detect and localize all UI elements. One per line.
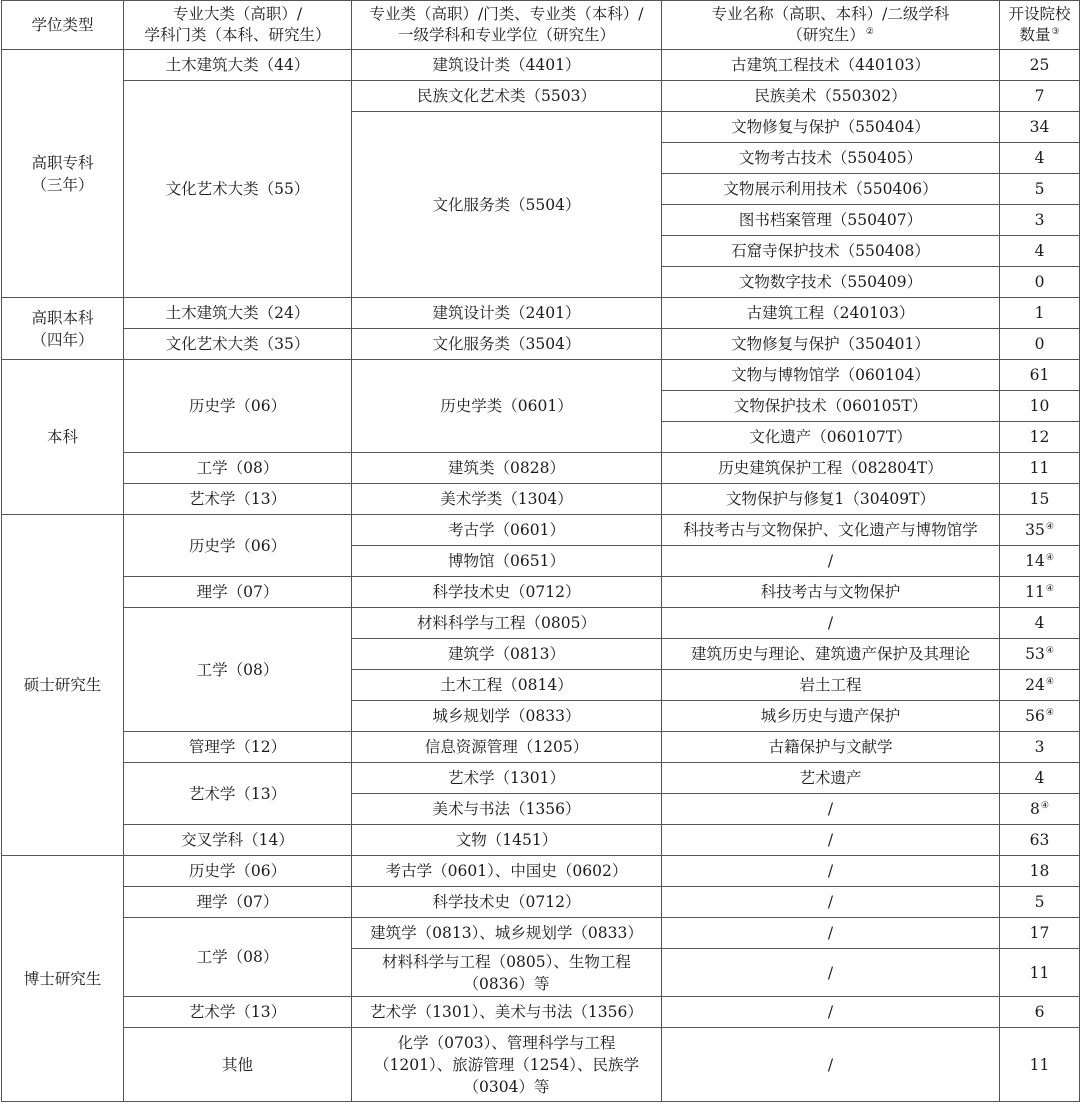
degree-type-cell: 硕士研究生 bbox=[2, 515, 124, 856]
subcategory-cell: 建筑设计类（4401） bbox=[352, 50, 662, 81]
major-cell: 城乡历史与遗产保护 bbox=[662, 701, 1000, 732]
count-cell: 1 bbox=[1000, 298, 1080, 329]
count-cell: 3 bbox=[1000, 732, 1080, 763]
category-cell: 工学（08） bbox=[124, 608, 352, 732]
subcategory-text: （1201）、旅游管理（1254）、民族学 bbox=[374, 1055, 639, 1074]
table-row bbox=[2, 856, 1080, 887]
table-row bbox=[2, 360, 1080, 391]
count-cell: 11 bbox=[1000, 1028, 1080, 1102]
major-cell: / bbox=[662, 608, 1000, 639]
major-cell: 文物与博物馆学（060104） bbox=[662, 360, 1000, 391]
category-cell: 理学（07） bbox=[124, 887, 352, 918]
category-cell: 历史学（06） bbox=[124, 515, 352, 577]
category-cell: 艺术学（13） bbox=[124, 997, 352, 1028]
footnote-mark: ④ bbox=[1045, 552, 1054, 563]
count-cell: 5 bbox=[1000, 887, 1080, 918]
count-cell bbox=[1000, 515, 1080, 546]
table-row bbox=[2, 577, 1080, 608]
major-cell: 艺术遗产 bbox=[662, 763, 1000, 794]
count-cell: 4 bbox=[1000, 608, 1080, 639]
degree-type-cell: 本科 bbox=[2, 360, 124, 515]
major-cell: 文物展示利用技术（550406） bbox=[662, 174, 1000, 205]
subcategory-cell: 建筑学（0813）、城乡规划学（0833） bbox=[352, 918, 662, 949]
count-value: 14 bbox=[1025, 552, 1045, 570]
subcategory-text: （0304）等 bbox=[463, 1077, 550, 1096]
major-cell: 文物数字技术（550409） bbox=[662, 267, 1000, 298]
header-school-count bbox=[1000, 1, 1080, 50]
footnote-mark: ④ bbox=[1045, 583, 1054, 594]
degree-type-cell bbox=[2, 298, 124, 360]
subcategory-cell: 文化服务类（5504） bbox=[352, 112, 662, 298]
header-text: 专业类（高职）/门类、专业类（本科）/ bbox=[369, 5, 644, 23]
table-row bbox=[2, 50, 1080, 81]
major-cell: 科技考古与文物保护 bbox=[662, 577, 1000, 608]
count-value: 53 bbox=[1025, 645, 1045, 663]
footnote-mark: ④ bbox=[1045, 676, 1054, 687]
major-cell: 科技考古与文物保护、文化遗产与博物馆学 bbox=[662, 515, 1000, 546]
category-cell: 其他 bbox=[124, 1028, 352, 1102]
major-cell: / bbox=[662, 997, 1000, 1028]
subcategory-cell: 博物馆（0651） bbox=[352, 546, 662, 577]
count-cell bbox=[1000, 577, 1080, 608]
major-cell: 古建筑工程技术（440103） bbox=[662, 50, 1000, 81]
subcategory-cell: 美术学类（1304） bbox=[352, 484, 662, 515]
header-text: 学位类型 bbox=[31, 15, 94, 34]
table-row bbox=[2, 997, 1080, 1028]
degree-type-text: （四年） bbox=[31, 330, 94, 349]
category-cell: 管理学（12） bbox=[124, 732, 352, 763]
major-cell: 岩土工程 bbox=[662, 670, 1000, 701]
count-value: 56 bbox=[1025, 707, 1045, 725]
major-cell: / bbox=[662, 794, 1000, 825]
subcategory-text: 材料科学与工程（0805）、生物工程 bbox=[382, 952, 631, 971]
table-row bbox=[2, 763, 1080, 794]
major-cell: 文化遗产（060107T） bbox=[662, 422, 1000, 453]
category-cell: 土木建筑大类（24） bbox=[124, 298, 352, 329]
subcategory-cell: 科学技术史（0712） bbox=[352, 887, 662, 918]
subcategory-cell: 美术与书法（1356） bbox=[352, 794, 662, 825]
count-value: 35 bbox=[1025, 521, 1045, 539]
major-cell: 文物修复与保护（350401） bbox=[662, 329, 1000, 360]
header-major-name bbox=[662, 1, 1000, 50]
subcategory-cell: 材料科学与工程（0805） bbox=[352, 608, 662, 639]
count-cell bbox=[1000, 794, 1080, 825]
category-cell: 艺术学（13） bbox=[124, 763, 352, 825]
degree-type-text: 高职本科 bbox=[31, 308, 94, 327]
count-cell: 4 bbox=[1000, 763, 1080, 794]
count-cell: 4 bbox=[1000, 143, 1080, 174]
count-cell bbox=[1000, 701, 1080, 732]
count-cell: 5 bbox=[1000, 174, 1080, 205]
count-cell: 63 bbox=[1000, 825, 1080, 856]
count-cell: 3 bbox=[1000, 205, 1080, 236]
category-cell: 文化艺术大类（35） bbox=[124, 329, 352, 360]
category-cell: 工学（08） bbox=[124, 453, 352, 484]
count-cell: 18 bbox=[1000, 856, 1080, 887]
header-text: 一级学科和专业学位（研究生） bbox=[397, 26, 615, 44]
table-row bbox=[2, 298, 1080, 329]
subcategory-cell: 考古学（0601）、中国史（0602） bbox=[352, 856, 662, 887]
subcategory-cell: 艺术学（1301）、美术与书法（1356） bbox=[352, 997, 662, 1028]
header-text: 专业大类（高职）/ bbox=[172, 5, 303, 23]
count-cell bbox=[1000, 670, 1080, 701]
subcategory-cell: 艺术学（1301） bbox=[352, 763, 662, 794]
subcategory-text: 化学（0703）、管理科学与工程 bbox=[397, 1033, 616, 1052]
subcategory-cell: 城乡规划学（0833） bbox=[352, 701, 662, 732]
table-header-row bbox=[2, 1, 1080, 50]
subcategory-cell: 科学技术史（0712） bbox=[352, 577, 662, 608]
table-row bbox=[2, 732, 1080, 763]
footnote-mark: ④ bbox=[1045, 645, 1054, 656]
major-cell: 古籍保护与文献学 bbox=[662, 732, 1000, 763]
count-cell: 34 bbox=[1000, 112, 1080, 143]
major-cell: 石窟寺保护技术（550408） bbox=[662, 236, 1000, 267]
header-text: （研究生） bbox=[787, 26, 865, 44]
count-cell: 11 bbox=[1000, 949, 1080, 997]
major-cell: / bbox=[662, 918, 1000, 949]
count-cell: 0 bbox=[1000, 329, 1080, 360]
footnote-mark: ③ bbox=[1051, 26, 1060, 37]
count-value: 11 bbox=[1025, 583, 1045, 601]
major-cell: / bbox=[662, 825, 1000, 856]
degree-type-text: （三年） bbox=[31, 175, 94, 194]
major-cell: 文物保护与修复1（30409T） bbox=[662, 484, 1000, 515]
count-cell: 10 bbox=[1000, 391, 1080, 422]
table-row bbox=[2, 453, 1080, 484]
category-cell: 工学（08） bbox=[124, 918, 352, 997]
subcategory-cell bbox=[352, 949, 662, 997]
subcategory-cell: 文化服务类（3504） bbox=[352, 329, 662, 360]
table-row bbox=[2, 918, 1080, 949]
subcategory-cell: 文物（1451） bbox=[352, 825, 662, 856]
count-cell: 0 bbox=[1000, 267, 1080, 298]
category-cell: 历史学（06） bbox=[124, 360, 352, 453]
major-cell: 文物保护技术（060105T） bbox=[662, 391, 1000, 422]
table-row bbox=[2, 887, 1080, 918]
subcategory-cell: 考古学（0601） bbox=[352, 515, 662, 546]
count-cell: 25 bbox=[1000, 50, 1080, 81]
footnote-mark: ④ bbox=[1045, 707, 1054, 718]
subcategory-cell: 土木工程（0814） bbox=[352, 670, 662, 701]
table-row bbox=[2, 1028, 1080, 1102]
table-row bbox=[2, 515, 1080, 546]
subcategory-cell: 信息资源管理（1205） bbox=[352, 732, 662, 763]
header-subcategory bbox=[352, 1, 662, 50]
count-cell: 4 bbox=[1000, 236, 1080, 267]
footnote-mark: ② bbox=[865, 26, 874, 37]
table-row bbox=[2, 608, 1080, 639]
subcategory-cell: 建筑学（0813） bbox=[352, 639, 662, 670]
major-cell: 图书档案管理（550407） bbox=[662, 205, 1000, 236]
count-value: 24 bbox=[1025, 676, 1045, 694]
count-cell: 11 bbox=[1000, 453, 1080, 484]
subcategory-cell: 历史学类（0601） bbox=[352, 360, 662, 453]
table-row bbox=[2, 81, 1080, 112]
header-text: 学科门类（本科、研究生） bbox=[144, 26, 331, 44]
category-cell: 交叉学科（14） bbox=[124, 825, 352, 856]
major-cell: 建筑历史与理论、建筑遗产保护及其理论 bbox=[662, 639, 1000, 670]
count-value: 8 bbox=[1030, 800, 1040, 818]
count-cell: 12 bbox=[1000, 422, 1080, 453]
degree-type-text: 高职专科 bbox=[31, 153, 94, 172]
count-cell: 17 bbox=[1000, 918, 1080, 949]
category-cell: 历史学（06） bbox=[124, 856, 352, 887]
count-cell: 15 bbox=[1000, 484, 1080, 515]
subcategory-cell: 民族文化艺术类（5503） bbox=[352, 81, 662, 112]
major-cell: / bbox=[662, 887, 1000, 918]
major-cell: / bbox=[662, 1028, 1000, 1102]
footnote-mark: ④ bbox=[1040, 800, 1049, 811]
table-row bbox=[2, 329, 1080, 360]
subcategory-cell bbox=[352, 1028, 662, 1102]
major-cell: 文物考古技术（550405） bbox=[662, 143, 1000, 174]
count-cell: 7 bbox=[1000, 81, 1080, 112]
major-cell: 文物修复与保护（550404） bbox=[662, 112, 1000, 143]
major-cell: 民族美术（550302） bbox=[662, 81, 1000, 112]
major-cell: / bbox=[662, 546, 1000, 577]
majors-table bbox=[1, 0, 1080, 1102]
category-cell: 理学（07） bbox=[124, 577, 352, 608]
category-cell: 土木建筑大类（44） bbox=[124, 50, 352, 81]
count-cell bbox=[1000, 639, 1080, 670]
header-text: 数量 bbox=[1019, 26, 1051, 44]
count-cell bbox=[1000, 546, 1080, 577]
degree-type-cell: 博士研究生 bbox=[2, 856, 124, 1102]
header-category bbox=[124, 1, 352, 50]
category-cell: 文化艺术大类（55） bbox=[124, 81, 352, 298]
footnote-mark: ④ bbox=[1045, 521, 1054, 532]
count-cell: 6 bbox=[1000, 997, 1080, 1028]
major-cell: / bbox=[662, 949, 1000, 997]
major-cell: 古建筑工程（240103） bbox=[662, 298, 1000, 329]
degree-type-cell bbox=[2, 50, 124, 298]
count-cell: 61 bbox=[1000, 360, 1080, 391]
subcategory-cell: 建筑类（0828） bbox=[352, 453, 662, 484]
table-row bbox=[2, 484, 1080, 515]
major-cell: 历史建筑保护工程（082804T） bbox=[662, 453, 1000, 484]
header-text: 专业名称（高职、本科）/二级学科 bbox=[711, 5, 950, 23]
table-row bbox=[2, 825, 1080, 856]
subcategory-cell: 建筑设计类（2401） bbox=[352, 298, 662, 329]
category-cell: 艺术学（13） bbox=[124, 484, 352, 515]
major-cell: / bbox=[662, 856, 1000, 887]
header-text: 开设院校 bbox=[1008, 5, 1071, 23]
header-degree-type bbox=[2, 1, 124, 50]
subcategory-text: （0836）等 bbox=[463, 974, 550, 993]
